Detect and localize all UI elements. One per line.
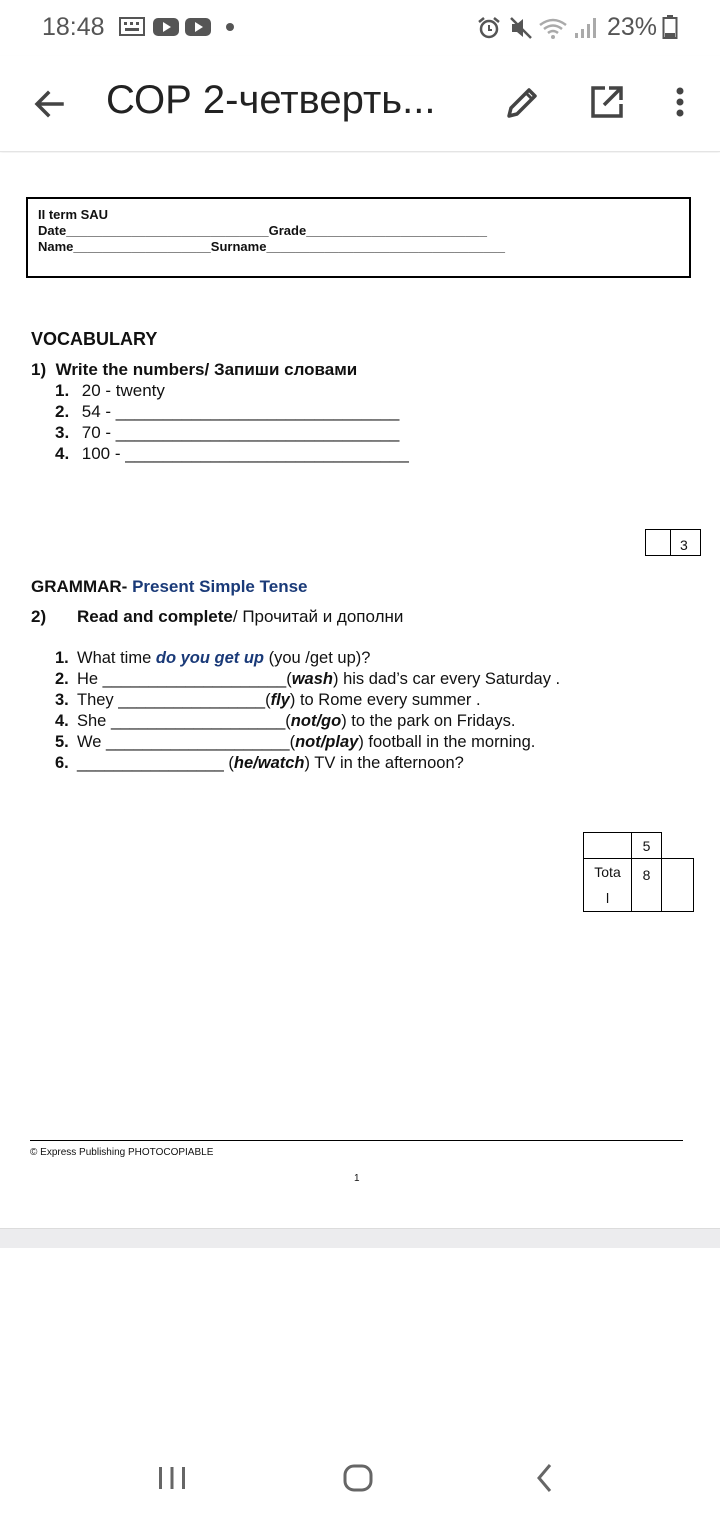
dot-icon [224, 16, 236, 38]
total-label-part2: l [605, 890, 610, 906]
page-number: 1 [354, 1173, 360, 1184]
item-text: 70 - ______________________________ [81, 423, 400, 442]
page-separator [0, 1228, 720, 1248]
list-item [55, 753, 560, 774]
list-item [55, 380, 409, 401]
list-item [55, 443, 409, 464]
item-text-post: ) his dad’s car every Saturday . [332, 670, 561, 688]
score-cell-blank [662, 833, 694, 859]
vocabulary-list [55, 380, 409, 464]
grammar-list [55, 648, 560, 774]
surname-label: Surname [210, 239, 267, 254]
item-text-pre: They ________________( [77, 691, 271, 709]
total-label [584, 859, 632, 912]
term-label: II term SAU [38, 207, 109, 222]
item-text: 54 - ______________________________ [81, 402, 400, 421]
document-page[interactable] [0, 153, 720, 1228]
copyright-text: © Express Publishing PHOTOCOPIABLE [30, 1147, 214, 1158]
list-item [55, 690, 560, 711]
item-text-pre: She ___________________( [77, 712, 291, 730]
item-verb: fly [270, 691, 290, 709]
more-vert-icon[interactable] [662, 82, 698, 122]
back-arrow-icon[interactable] [28, 82, 72, 126]
item-text-pre: We ____________________( [77, 733, 296, 751]
student-info-box [26, 197, 691, 278]
navigation-bar [0, 1430, 720, 1520]
item-number: 6. [55, 754, 69, 772]
edit-icon[interactable] [503, 82, 543, 122]
item-number: 3. [55, 691, 69, 709]
grammar-score: 5 [632, 833, 662, 859]
signal-icon [572, 16, 598, 40]
vocabulary-heading: VOCABULARY [31, 329, 158, 349]
total-value: 8 [632, 859, 662, 912]
grammar-question-rest: / Прочитай и дополни [232, 607, 404, 626]
status-time: 18:48 [42, 13, 105, 41]
surname-blank: _________________________________ [266, 239, 506, 254]
example-answer: do you get up [155, 649, 265, 667]
name-surname-line [38, 239, 679, 255]
name-label: Name [38, 239, 74, 254]
grammar-subtitle: Present Simple Tense [132, 577, 308, 596]
item-text-post: ) to Rome every summer . [289, 691, 481, 709]
total-points-cell [662, 859, 694, 912]
item-number: 5. [55, 733, 69, 751]
list-item [55, 401, 409, 422]
back-icon[interactable] [526, 1458, 566, 1498]
item-number: 1. [55, 649, 69, 667]
status-bar [0, 0, 720, 56]
grade-label: Grade [268, 223, 307, 238]
item-text-pre: What time [77, 649, 156, 667]
item-number: 2. [55, 402, 70, 421]
battery-percent: 23% [607, 13, 658, 41]
alarm-icon [476, 16, 502, 40]
item-number: 2. [55, 670, 69, 688]
vocabulary-question [31, 360, 357, 380]
grammar-question [31, 607, 403, 627]
item-text-pre: ________________ ( [77, 754, 234, 772]
item-verb: he/watch [233, 754, 305, 772]
mute-icon [508, 16, 534, 40]
list-item [55, 648, 560, 669]
item-number: 4. [55, 712, 69, 730]
document-title: СОР 2-четверть... [106, 78, 436, 122]
footer-divider [30, 1140, 683, 1141]
app-bar [0, 56, 720, 152]
item-text: 20 - twenty [81, 381, 165, 400]
score-cell-empty [584, 833, 632, 859]
item-number: 4. [55, 444, 70, 463]
item-verb: not/go [290, 712, 342, 730]
total-label-part1: Tota [594, 864, 621, 880]
grammar-question-num: 2) [31, 607, 47, 626]
vocabulary-score-box [645, 529, 701, 556]
grammar-heading [31, 577, 307, 597]
date-grade-line [38, 223, 679, 239]
battery-icon [662, 14, 678, 40]
vocabulary-score: 3 [680, 537, 688, 553]
youtube-icon [184, 16, 212, 38]
grade-blank: _________________________ [306, 223, 487, 238]
item-verb: not/play [295, 733, 359, 751]
open-external-icon[interactable] [587, 82, 627, 122]
wifi-icon [538, 16, 568, 40]
list-item [55, 422, 409, 443]
keyboard-icon [118, 16, 146, 38]
home-icon[interactable] [338, 1458, 378, 1498]
item-number: 1. [55, 381, 70, 400]
name-blank: ___________________ [73, 239, 211, 254]
item-text-post: ) football in the morning. [358, 733, 536, 751]
list-item [55, 732, 560, 753]
vocabulary-question-text: Write the numbers/ Запиши словами [55, 360, 358, 379]
item-text-post: ) TV in the afternoon? [304, 754, 464, 772]
grammar-title: GRAMMAR- [31, 577, 128, 596]
vocabulary-question-num: 1) [31, 360, 47, 379]
item-verb: wash [291, 670, 333, 688]
list-item [55, 669, 560, 690]
item-number: 3. [55, 423, 70, 442]
date-blank: ____________________________ [66, 223, 269, 238]
date-label: Date [38, 223, 67, 238]
score-table [583, 832, 694, 912]
youtube-icon [152, 16, 180, 38]
item-text: 100 - ______________________________ [81, 444, 409, 463]
grammar-question-bold: Read and complete [77, 607, 233, 626]
score-divider [670, 530, 671, 555]
recent-apps-icon[interactable] [152, 1458, 192, 1498]
list-item [55, 711, 560, 732]
item-text-post: (you /get up)? [264, 649, 371, 667]
item-text-post: ) to the park on Fridays. [341, 712, 516, 730]
item-text-pre: He ____________________( [77, 670, 292, 688]
